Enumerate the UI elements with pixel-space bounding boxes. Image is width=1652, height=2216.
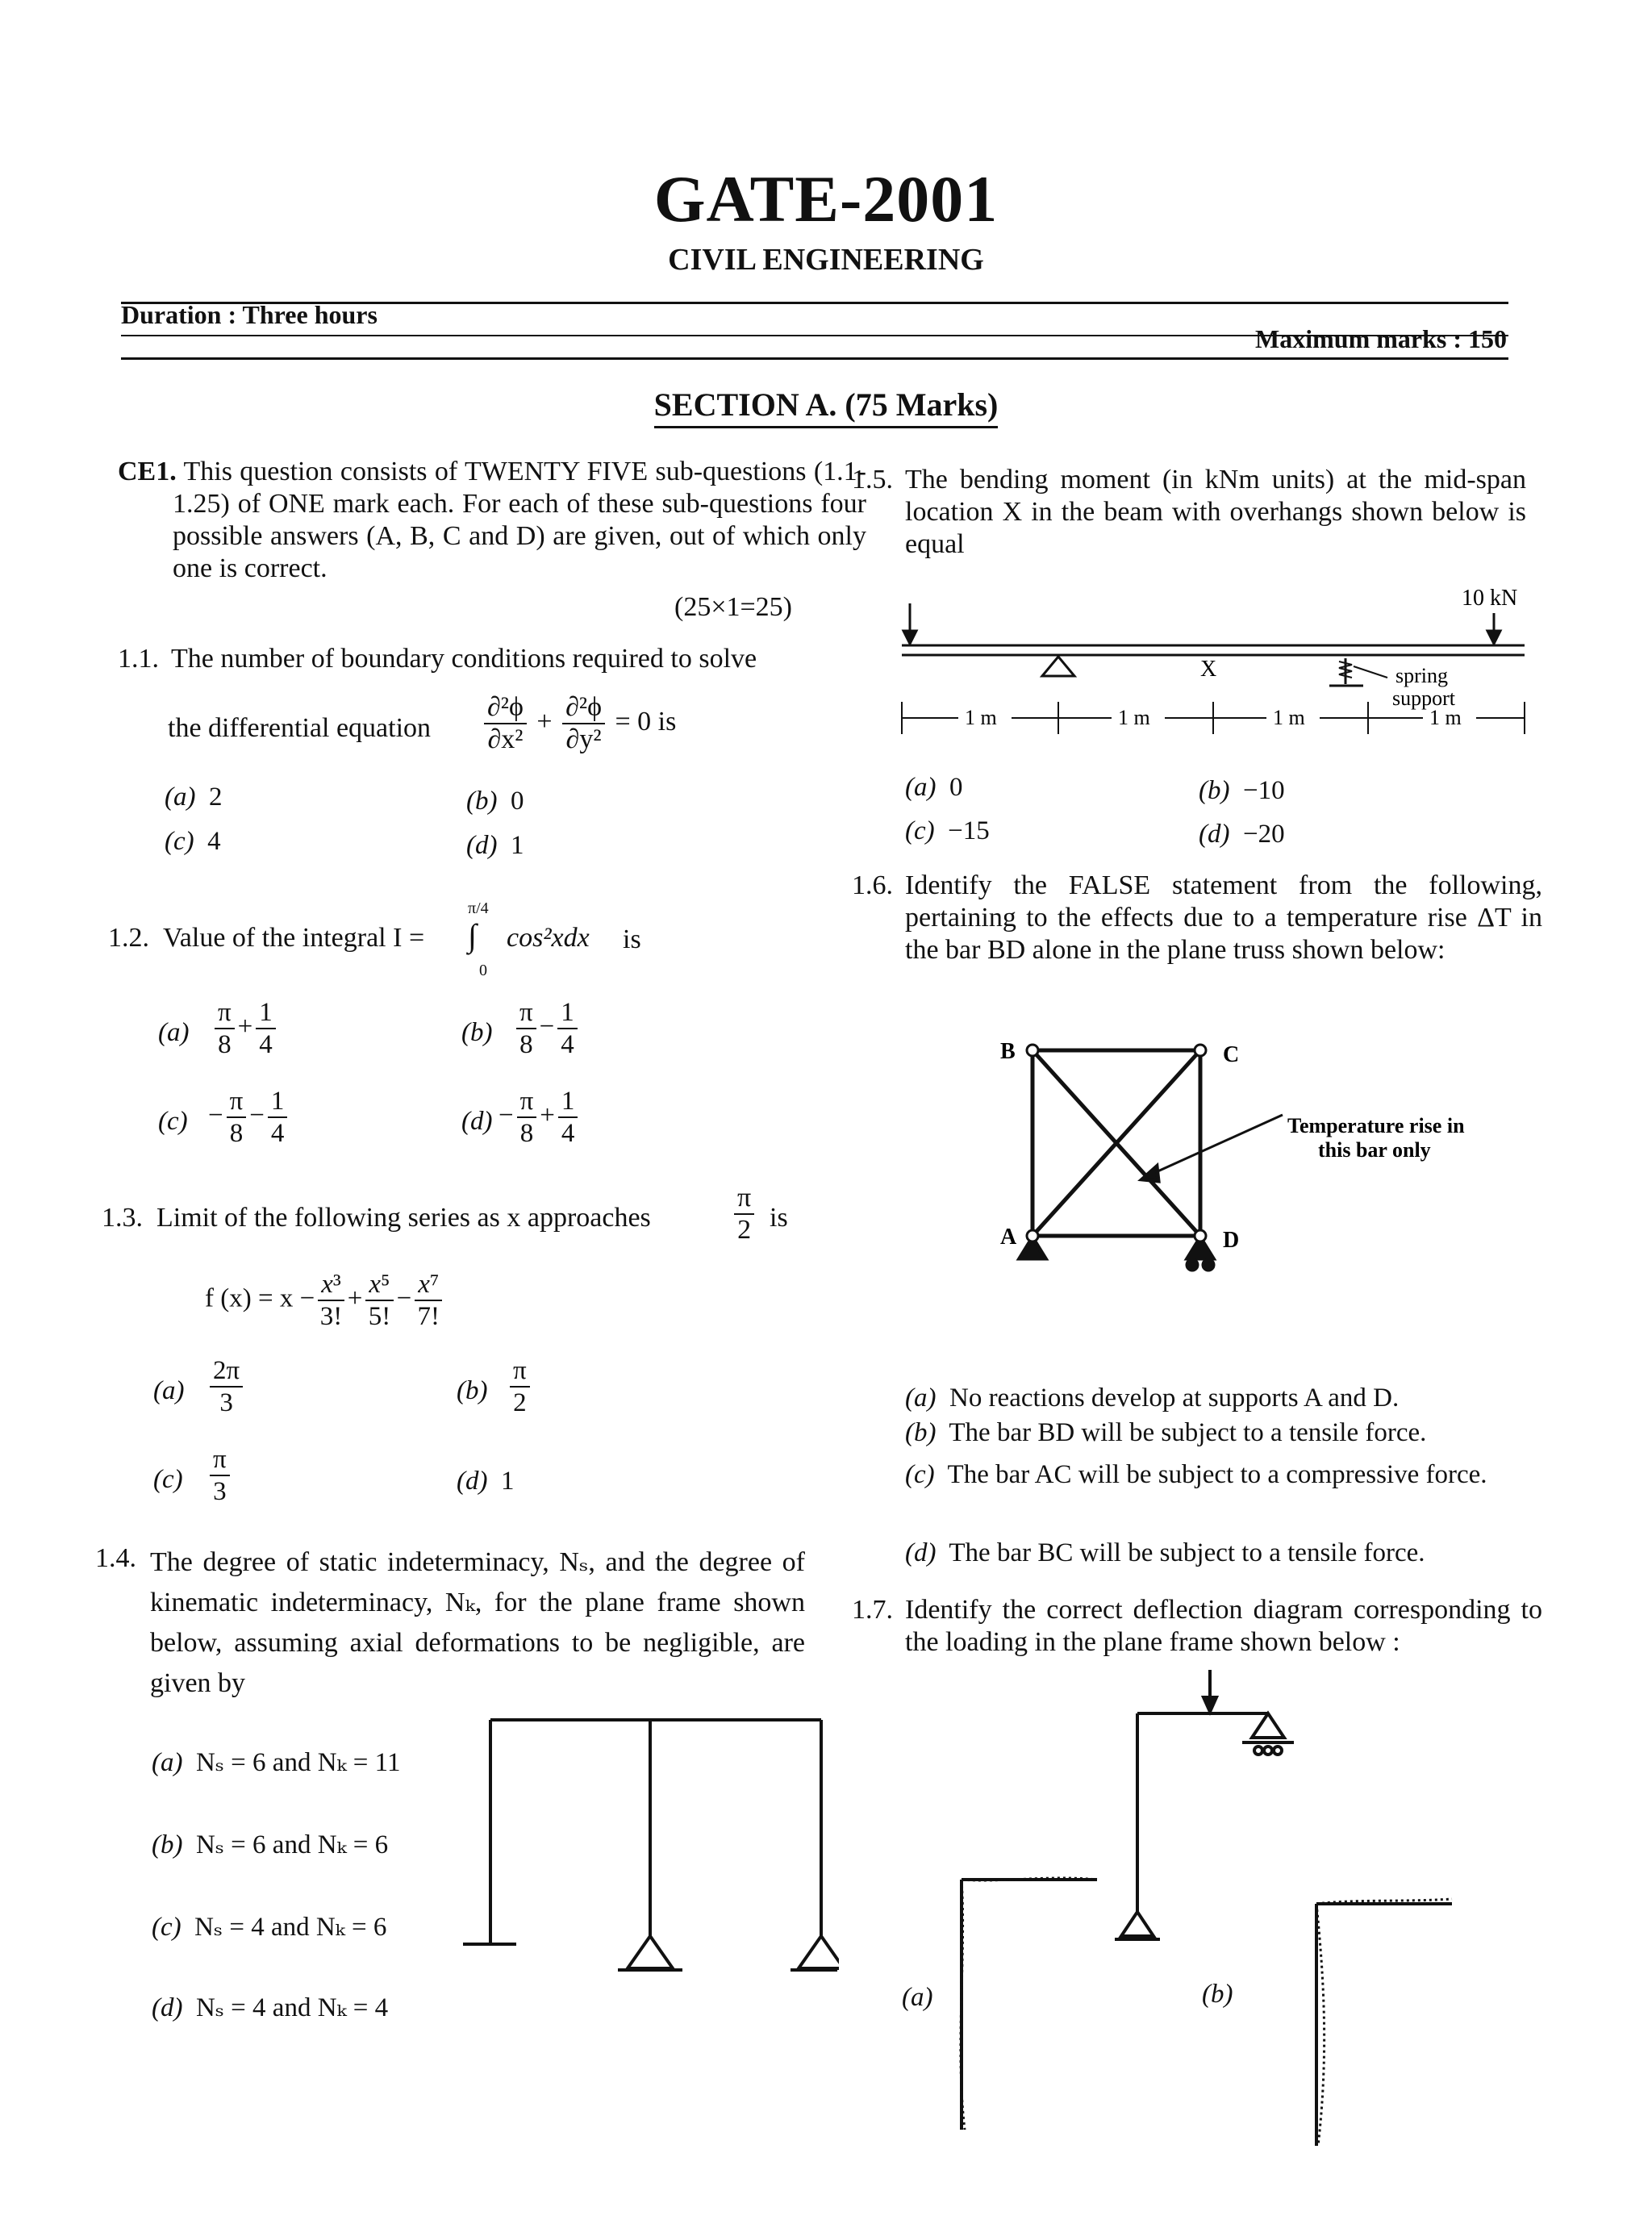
q1-5-option-a: (a) 0: [905, 773, 963, 802]
q1-2-option-b: $\frac{\pi}{8}$ − $\frac{1}{4}$: [513, 997, 581, 1060]
q1-7-option-b-diagram: [1307, 1888, 1468, 2162]
q1-2-upper-limit: π/4: [468, 899, 489, 917]
q1-1-option-b: (b) 0: [466, 787, 524, 816]
node-a-label: A: [1000, 1225, 1017, 1250]
ce1-text: This question consists of TWENTY FIVE sub-questions (1.1-1.25) of ONE mark each. For each of these sub-questions four possible answers (A, B, C and D) are given, out of which only one is correct.: [173, 457, 866, 583]
q1-2-lower-limit: 0: [479, 962, 487, 979]
x-location-label: X: [1200, 657, 1217, 682]
q1-5-option-d: (d) −20: [1199, 820, 1285, 849]
q1-3-option-a-label: (a): [153, 1376, 185, 1405]
q1-2-option-c: − $\frac{\pi}{8}$ − $\frac{1}{4}$: [208, 1086, 290, 1149]
node-d-label: D: [1223, 1228, 1240, 1253]
q1-5-text: The bending moment (in kNm units) at the mid-span location X in the beam with overhangs shown below is equal: [905, 465, 1526, 559]
q1-6-option-b: (b) The bar BD will be subject to a tensile force.: [905, 1418, 1427, 1447]
spring-label: spring: [1395, 664, 1448, 687]
q1-2-option-d: − $\frac{\pi}{8}$ + $\frac{1}{4}$: [499, 1086, 581, 1149]
q1-2-option-a-label: (a): [158, 1018, 190, 1047]
dim-label-4: 1 m: [1429, 706, 1462, 729]
q1-1-eq-tail: = 0 is: [615, 706, 677, 737]
q1-4-option-d: (d) Nₛ = 4 and Nₖ = 4: [152, 1993, 389, 2022]
exam-subtitle: CIVIL ENGINEERING: [668, 243, 984, 277]
dim-label-1: 1 m: [965, 706, 997, 729]
q1-4-option-c: (c) Nₛ = 4 and Nₖ = 6: [152, 1913, 387, 1942]
q1-3-option-a: $\frac{2\pi}{3}$: [206, 1355, 246, 1418]
pin-support: [1042, 657, 1074, 676]
q1-1-option-d: (d) 1: [466, 831, 524, 860]
duration: Duration : Three hours: [121, 300, 378, 329]
q1-6-option-a: (a) No reactions develop at supports A and D.: [905, 1383, 1400, 1413]
q1-4-option-b: (b) Nₛ = 6 and Nₖ = 6: [152, 1830, 389, 1859]
q1-5-beam-figure: [887, 581, 1533, 758]
q1-3-option-b: $\frac{\pi}{2}$: [507, 1355, 533, 1418]
integral-sign: ∫: [468, 917, 477, 954]
exam-title: GATE-2001: [653, 162, 999, 236]
annotation-line-1: Temperature rise in: [1287, 1114, 1465, 1137]
q1-6-text: Identify the FALSE statement from the following, pertaining to the effects due to a temperature rise ΔT in the bar BD alone in the plane truss shown below:: [905, 870, 1542, 965]
q1-2-tail: is: [623, 924, 641, 954]
q1-3-pi-over-2: $\frac{\pi}{2}$: [731, 1183, 757, 1246]
q1-6-truss-figure: [984, 1025, 1500, 1299]
dim-label-2: 1 m: [1118, 706, 1150, 729]
q1-1-equation: $\frac{\text{∂²ϕ}}{\text{∂x²}}$ + $\frac{\text{∂²ϕ}}{\text{∂y²}}$ = 0 is: [481, 692, 676, 755]
roller-support: [1252, 1713, 1284, 1738]
q1-3-option-c: $\frac{\pi}{3}$: [206, 1444, 233, 1507]
q1-4-option-a: (a) Nₛ = 6 and Nₖ = 11: [152, 1748, 401, 1777]
q1-3-series: f (x) = x − $\frac{\text{x³}}{3!}$ + $\frac{\text{x⁵}}{5!}$ − $\frac{\text{x⁷}}{7!}$: [205, 1269, 445, 1332]
dim-label-3: 1 m: [1273, 706, 1305, 729]
q1-3-number: 1.3.: [102, 1203, 143, 1233]
ce1-instructions: [118, 456, 866, 585]
q1-5-option-c: (c) −15: [905, 816, 990, 845]
q1-3-option-d: (d) 1: [457, 1467, 515, 1496]
q1-1-number: 1.1.: [118, 644, 159, 674]
q1-1-option-c: (c) 4: [165, 827, 221, 856]
q1-2-number: 1.2.: [108, 923, 149, 953]
q1-2-option-b-label: (b): [461, 1018, 493, 1047]
q1-7-number: 1.7.: [852, 1595, 893, 1625]
q1-7-text: Identify the correct deflection diagram corresponding to the loading in the plane frame shown below :: [905, 1595, 1542, 1657]
ce1-number: CE1.: [118, 457, 177, 486]
q1-5-number: 1.5.: [852, 465, 893, 495]
q1-3-tail: is: [770, 1203, 788, 1233]
q1-4-text: The degree of static indeterminacy, Nₛ, and the degree of kinematic indeterminacy, Nₖ, for the plane frame shown below, assuming axial deformations to be negligible, are given by: [150, 1547, 805, 1698]
q1-6-option-c: (c) The bar AC will be subject to a compressive force.: [905, 1460, 1487, 1489]
q1-3-text: Limit of the following series as x approaches: [156, 1203, 651, 1233]
q1-2-option-d-label: (d): [461, 1107, 493, 1136]
node-b-label: B: [1000, 1039, 1016, 1064]
maximum-marks: Maximum marks : 150: [1255, 324, 1507, 353]
load-label: 10 kN: [1462, 586, 1518, 611]
pin-support-right: [799, 1936, 839, 1968]
section-heading: SECTION A. (75 Marks): [0, 386, 1652, 424]
q1-2-option-c-label: (c): [158, 1107, 188, 1136]
header-rule-bottom: [121, 357, 1508, 360]
support-label: support: [1392, 687, 1455, 710]
q1-7-option-a-diagram: [952, 1855, 1129, 2178]
q1-1-text2: the differential equation: [168, 713, 432, 743]
pin-support-middle: [628, 1936, 673, 1968]
q1-4-number: 1.4.: [95, 1543, 136, 1573]
annotation-arrow: [1147, 1115, 1283, 1176]
q1-6-number: 1.6.: [852, 870, 893, 900]
q1-3-option-c-label: (c): [153, 1465, 183, 1494]
q1-2-integrand: cos²xdx: [507, 923, 590, 953]
q1-1-text: The number of boundary conditions required to solve: [171, 644, 757, 674]
node-c-label: C: [1223, 1042, 1240, 1067]
q1-7-option-a-label: (a): [902, 1983, 933, 2012]
q1-7-option-b-label: (b): [1202, 1980, 1233, 2009]
q1-3-option-b-label: (b): [457, 1376, 488, 1405]
q1-2-option-a: $\frac{\pi}{8}$ + $\frac{1}{4}$: [211, 997, 279, 1060]
annotation-line-2: this bar only: [1318, 1138, 1431, 1162]
q1-5-option-b: (b) −10: [1199, 776, 1285, 805]
q1-6-option-d: (d) The bar BC will be subject to a tensile force.: [905, 1538, 1425, 1567]
q1-1-option-a: (a) 2: [165, 782, 223, 812]
ce1-marks: (25×1=25): [674, 592, 792, 622]
q1-4-frame-figure: [452, 1702, 839, 1976]
q1-2-text: Value of the integral I =: [163, 923, 425, 953]
